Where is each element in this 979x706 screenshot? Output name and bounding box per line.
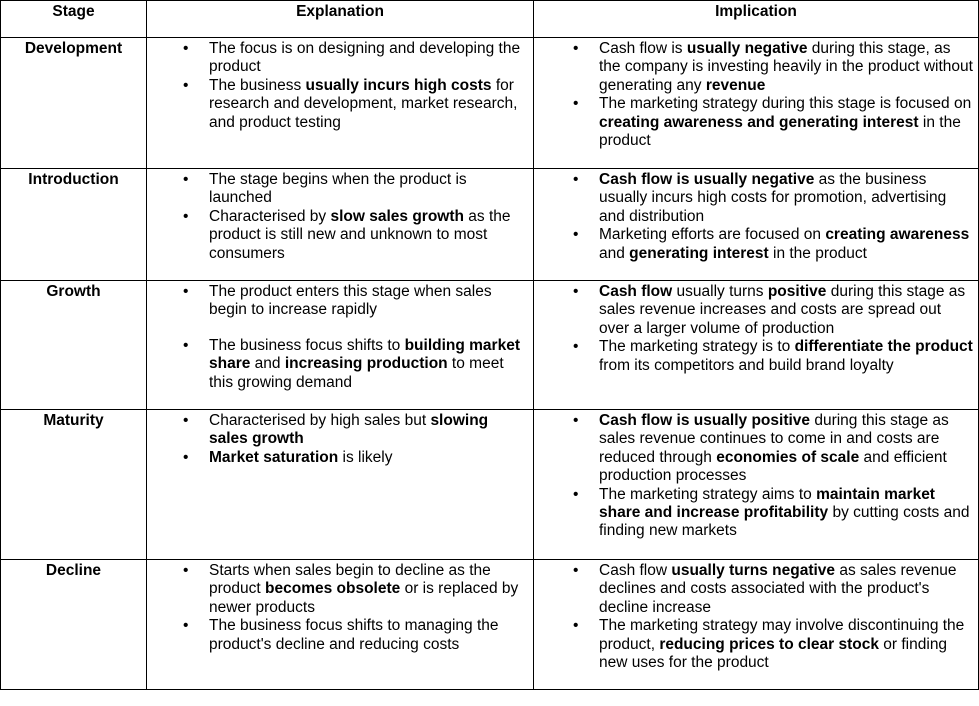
implication-cell <box>534 560 979 690</box>
bold-text: slow sales growth <box>330 207 464 225</box>
stage-cell: Development <box>1 38 147 169</box>
header-explanation: Explanation <box>147 1 534 38</box>
bold-text: creating awareness and generating interest <box>599 113 919 131</box>
bold-text: building market share <box>209 336 520 373</box>
header-row <box>1 1 979 38</box>
stage-cell: Growth <box>1 281 147 410</box>
bold-text: creating awareness <box>825 226 970 244</box>
bold-text: reducing prices to clear stock <box>659 635 879 653</box>
bold-text: generating interest <box>629 244 769 262</box>
list-item: • Marketing efforts are focused on creating awareness and generating interest in the product <box>538 226 974 263</box>
bold-text: usually negative <box>686 40 808 57</box>
implication-cell <box>534 281 979 410</box>
bold-text: becomes obsolete <box>265 580 401 598</box>
bold-text: Cash flow is usually positive <box>599 412 811 429</box>
bullet-list <box>151 412 529 467</box>
bullet-list <box>538 40 974 150</box>
implication-cell <box>534 410 979 560</box>
bold-text: Cash flow is usually negative <box>599 171 815 188</box>
list-item: • Starts when sales begin to decline as the product becomes obsolete or is replaced by newer products <box>151 562 529 617</box>
bold-text: increasing production <box>284 355 448 373</box>
explanation-cell <box>147 560 534 690</box>
list-item: • Cash flow usually turns negative as sales revenue declines and costs associated with the product's decline increase <box>538 562 974 617</box>
list-item: • The stage begins when the product is launched <box>151 171 529 208</box>
list-item: • The business usually incurs high costs for research and development, market research, and product testing <box>151 77 529 132</box>
table-row-development <box>1 38 979 169</box>
list-item: • Characterised by high sales but slowing sales growth <box>151 412 529 449</box>
list-item: • Market saturation is likely <box>151 449 529 467</box>
stage-cell: Introduction <box>1 169 147 281</box>
list-item: • The business focus shifts to managing the product's decline and reducing costs <box>151 617 529 654</box>
stage-cell: Maturity <box>1 410 147 560</box>
header-implication: Implication <box>534 1 979 38</box>
list-item: • The marketing strategy during this stage is focused on creating awareness and generating interest in the product <box>538 95 974 150</box>
stage-cell: Decline <box>1 560 147 690</box>
list-item: • Cash flow is usually positive during this stage as sales revenue continues to come in and costs are reduced through economies of scale and efficient production processes <box>538 412 974 486</box>
implication-cell <box>534 38 979 169</box>
explanation-cell <box>147 38 534 169</box>
explanation-cell <box>147 410 534 560</box>
bold-text: differentiate the product <box>794 338 973 356</box>
bold-text: economies of scale <box>716 448 860 466</box>
bullet-list <box>151 562 529 654</box>
bullet-list <box>151 283 529 392</box>
table-row-introduction <box>1 169 979 281</box>
table-row-maturity <box>1 410 979 560</box>
bullet-list <box>151 40 529 132</box>
list-item: • The marketing strategy aims to maintain market share and increase profitability by cutting costs and finding new markets <box>538 486 974 541</box>
bullet-list <box>151 171 529 263</box>
list-item: • The marketing strategy is to differentiate the product from its competitors and build brand loyalty <box>538 338 974 375</box>
table-row-decline <box>1 560 979 690</box>
explanation-cell <box>147 281 534 410</box>
explanation-cell <box>147 169 534 281</box>
bullet-list <box>538 283 974 375</box>
bold-text: revenue <box>705 76 766 94</box>
bullet-list <box>538 171 974 263</box>
bold-text: usually incurs high costs <box>305 76 492 94</box>
implication-cell <box>534 169 979 281</box>
bullet-list <box>538 412 974 541</box>
header-stage: Stage <box>1 1 147 38</box>
list-item: • Cash flow usually turns positive during this stage as sales revenue increases and costs are spread out over a larger volume of production <box>538 283 974 338</box>
list-item: • The focus is on designing and developing the product <box>151 40 529 77</box>
table-row-growth <box>1 281 979 410</box>
bold-text: positive <box>767 283 827 300</box>
list-item: • The marketing strategy may involve discontinuing the product, reducing prices to clear stock or finding new uses for the product <box>538 617 974 672</box>
bullet-list <box>538 562 974 672</box>
list-item: • Cash flow is usually negative during this stage, as the company is investing heavily in the product without generating any revenue <box>538 40 974 95</box>
bold-text: usually turns negative <box>671 562 836 579</box>
list-item: • The product enters this stage when sales begin to increase rapidly <box>151 283 529 320</box>
bold-text: slowing sales growth <box>209 412 489 448</box>
list-item: • The business focus shifts to building market share and increasing production to meet this growing demand <box>151 337 529 392</box>
list-item: • Characterised by slow sales growth as the product is still new and unknown to most consumers <box>151 208 529 263</box>
bold-text: maintain market share and increase profitability <box>599 485 935 522</box>
bold-text: Market saturation <box>209 448 339 466</box>
list-item: • Cash flow is usually negative as the business usually incurs high costs for promotion, advertising and distribution <box>538 171 974 226</box>
bold-text: Cash flow <box>599 283 673 300</box>
